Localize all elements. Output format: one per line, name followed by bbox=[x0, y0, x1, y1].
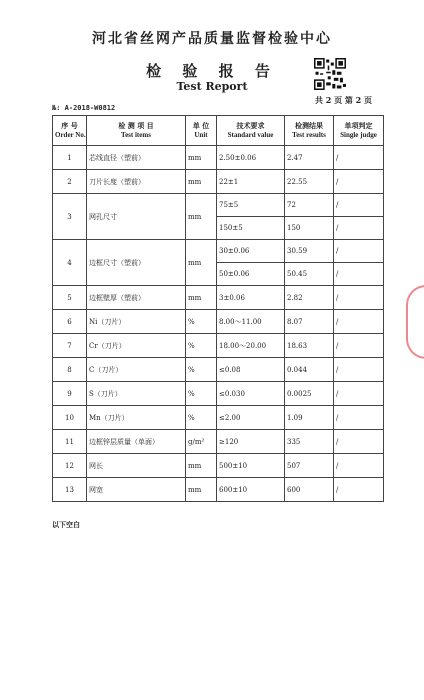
cell-result: 1.09 bbox=[285, 406, 334, 430]
cell-result: 0.0025 bbox=[285, 382, 334, 406]
cell-judge: / bbox=[334, 430, 384, 454]
qr-code-icon bbox=[314, 58, 346, 90]
cell-item: Ni（刀片） bbox=[87, 310, 186, 334]
cell-standard: 50±0.06 bbox=[217, 263, 285, 286]
cell-item: 边框壁厚（塑前） bbox=[87, 286, 186, 310]
table-header-row bbox=[53, 116, 384, 146]
cell-unit: % bbox=[186, 334, 217, 358]
cell-judge: / bbox=[334, 217, 384, 240]
table-row bbox=[53, 310, 384, 334]
table-row bbox=[53, 170, 384, 194]
cell-result: 507 bbox=[285, 454, 334, 478]
cell-result: 600 bbox=[285, 478, 334, 502]
cell-result: 2.82 bbox=[285, 286, 334, 310]
header-test-results: 检测结果 Test results bbox=[285, 116, 334, 146]
cell-result: 150 bbox=[285, 217, 334, 240]
cell-standard: 22±1 bbox=[217, 170, 285, 194]
table-row bbox=[53, 240, 384, 263]
table-row bbox=[53, 406, 384, 430]
cell-standard: 3±0.06 bbox=[217, 286, 285, 310]
cell-order: 13 bbox=[53, 478, 87, 502]
cell-order: 8 bbox=[53, 358, 87, 382]
organization-name: 河北省丝网产品质量监督检验中心 bbox=[92, 31, 332, 47]
cell-result: 0.044 bbox=[285, 358, 334, 382]
cell-unit: % bbox=[186, 406, 217, 430]
table-row bbox=[53, 454, 384, 478]
cell-unit: mm bbox=[186, 478, 217, 502]
cell-result: 2.47 bbox=[285, 146, 334, 170]
header-single-judge: 单项判定 Single judge bbox=[334, 116, 384, 146]
cell-result: 22.55 bbox=[285, 170, 334, 194]
cell-unit: mm bbox=[186, 146, 217, 170]
header-order: 序 号 Order No. bbox=[53, 116, 87, 146]
test-results-table bbox=[52, 115, 384, 502]
table-row bbox=[53, 286, 384, 310]
cell-item: Cr（刀片） bbox=[87, 334, 186, 358]
blank-below-note: 以下空白 bbox=[52, 520, 80, 529]
cell-item: 芯线直径（塑前） bbox=[87, 146, 186, 170]
table-row bbox=[53, 334, 384, 358]
cell-order: 1 bbox=[53, 146, 87, 170]
cell-item: 边框锌层质量（单面） bbox=[87, 430, 186, 454]
cell-order: 7 bbox=[53, 334, 87, 358]
cell-standard: 600±10 bbox=[217, 478, 285, 502]
header-test-items: 检 测 项 目 Test items bbox=[87, 116, 186, 146]
cell-result: 335 bbox=[285, 430, 334, 454]
cell-standard: 2.50±0.06 bbox=[217, 146, 285, 170]
cell-judge: / bbox=[334, 146, 384, 170]
cell-standard: ≥120 bbox=[217, 430, 285, 454]
cell-standard: 75±5 bbox=[217, 194, 285, 217]
cell-judge: / bbox=[334, 454, 384, 478]
cell-standard: ≤2.00 bbox=[217, 406, 285, 430]
cell-item: 网孔尺寸 bbox=[87, 194, 186, 240]
header-standard-value: 技术要求 Standard value bbox=[217, 116, 285, 146]
cell-result: 8.07 bbox=[285, 310, 334, 334]
cell-item: C（刀片） bbox=[87, 358, 186, 382]
cell-unit: % bbox=[186, 382, 217, 406]
cell-judge: / bbox=[334, 310, 384, 334]
cell-standard: 8.00～11.00 bbox=[217, 310, 285, 334]
cell-item: 边框尺寸（塑前） bbox=[87, 240, 186, 286]
cell-item: 刀片长度（塑前） bbox=[87, 170, 186, 194]
cell-order: 10 bbox=[53, 406, 87, 430]
cell-order: 4 bbox=[53, 240, 87, 286]
cell-standard: 150±5 bbox=[217, 217, 285, 240]
report-number: №: A-2018-W0812 bbox=[52, 104, 116, 112]
cell-order: 9 bbox=[53, 382, 87, 406]
cell-order: 11 bbox=[53, 430, 87, 454]
cell-order: 3 bbox=[53, 194, 87, 240]
cell-judge: / bbox=[334, 263, 384, 286]
cell-unit: mm bbox=[186, 454, 217, 478]
cell-standard: 18.00～20.00 bbox=[217, 334, 285, 358]
red-seal-stamp bbox=[406, 285, 424, 359]
cell-unit: mm bbox=[186, 240, 217, 286]
cell-item: Mn（刀片） bbox=[87, 406, 186, 430]
cell-judge: / bbox=[334, 170, 384, 194]
cell-standard: ≤0.030 bbox=[217, 382, 285, 406]
header-unit: 单 位 Unit bbox=[186, 116, 217, 146]
cell-judge: / bbox=[334, 334, 384, 358]
cell-result: 30.59 bbox=[285, 240, 334, 263]
cell-unit: % bbox=[186, 358, 217, 382]
cell-item: 网宽 bbox=[87, 478, 186, 502]
cell-result: 72 bbox=[285, 194, 334, 217]
cell-result: 18.63 bbox=[285, 334, 334, 358]
cell-judge: / bbox=[334, 286, 384, 310]
cell-unit: mm bbox=[186, 170, 217, 194]
table-row bbox=[53, 194, 384, 217]
table-row bbox=[53, 478, 384, 502]
cell-judge: / bbox=[334, 358, 384, 382]
cell-item: 网长 bbox=[87, 454, 186, 478]
cell-order: 6 bbox=[53, 310, 87, 334]
cell-unit: mm bbox=[186, 286, 217, 310]
cell-standard: 500±10 bbox=[217, 454, 285, 478]
cell-result: 50.45 bbox=[285, 263, 334, 286]
cell-order: 12 bbox=[53, 454, 87, 478]
cell-judge: / bbox=[334, 406, 384, 430]
cell-order: 2 bbox=[53, 170, 87, 194]
cell-item: S（刀片） bbox=[87, 382, 186, 406]
cell-standard: ≤0.08 bbox=[217, 358, 285, 382]
cell-unit: % bbox=[186, 310, 217, 334]
table-row bbox=[53, 430, 384, 454]
cell-judge: / bbox=[334, 194, 384, 217]
table-row bbox=[53, 382, 384, 406]
cell-judge: / bbox=[334, 240, 384, 263]
cell-judge: / bbox=[334, 478, 384, 502]
cell-standard: 30±0.06 bbox=[217, 240, 285, 263]
report-title-cn: 检 验 报 告 bbox=[146, 62, 278, 80]
table-row bbox=[53, 358, 384, 382]
cell-order: 5 bbox=[53, 286, 87, 310]
cell-unit: g/m² bbox=[186, 430, 217, 454]
report-title-en: Test Report bbox=[176, 80, 248, 93]
page-info: 共 2 页 第 2 页 bbox=[314, 95, 372, 105]
table-row bbox=[53, 146, 384, 170]
cell-judge: / bbox=[334, 382, 384, 406]
cell-unit: mm bbox=[186, 194, 217, 240]
